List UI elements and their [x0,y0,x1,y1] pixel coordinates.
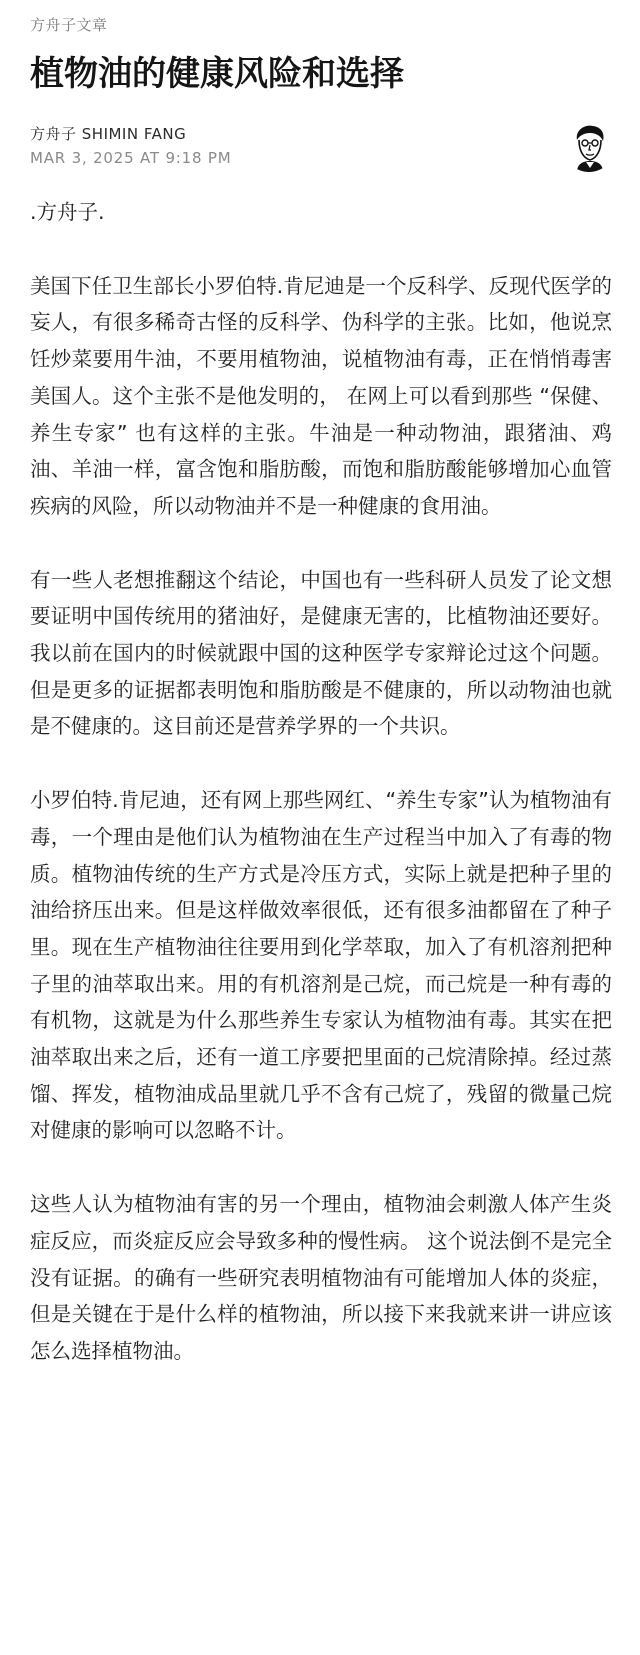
body-paragraph: 小罗伯特.肯尼迪，还有网上那些网红、“养生专家”认为植物油有毒，一个理由是他们认为植物油在生产过程当中加入了有毒的物质。植物油传统的生产方式是冷压方式，实际上就是把种子里的油给挤压出来。但是这样做效率很低，还有很多油都留在了种子里。现在生产植物油往往要用到化学萃取，加入了有机溶剂把种子里的油萃取出来。用的有机溶剂是己烷，而己烷是一种有毒的有机物，这就是为什么那些养生专家认为植物油有毒。其实在把油萃取出来之后，还有一道工序要把里面的己烷清除掉。经过蒸馏、挥发，植物油成品里就几乎不含有己烷了，残留的微量己烷对健康的影响可以忽略不计。 [30,788,612,1143]
author-avatar[interactable] [563,120,615,172]
article-body [30,194,612,1407]
article-title: 植物油的健康风险和选择 [30,54,404,94]
author-name[interactable]: 方舟子 SHIMIN FANG [30,125,187,143]
publication-name[interactable]: 方舟子文章 [30,16,108,34]
author-portrait-icon [563,120,615,172]
signature: .方舟子. [30,200,105,224]
body-paragraph: 有一些人老想推翻这个结论，中国也有一些科研人员发了论文想要证明中国传统用的猪油好，是健康无害的，比植物油还要好。我以前在国内的时候就跟中国的这种医学专家辩论过这个问题。但是更多的证据都表明饱和脂肪酸是不健康的，所以动物油也就是不健康的。这目前还是营养学界的一个共识。 [30,567,612,739]
body-paragraph: 这些人认为植物油有害的另一个理由，植物油会刺激人体产生炎症反应，而炎症反应会导致多种的慢性病。 这个说法倒不是完全没有证据。的确有一些研究表明植物油有可能增加人体的炎症，但是关键在于是什么样的植物油，所以接下来我就来讲一讲应该怎么选择植物油。 [30,1192,612,1363]
byline [30,124,231,168]
body-paragraph: 美国下任卫生部长小罗伯特.肯尼迪是一个反科学、反现代医学的妄人，有很多稀奇古怪的反科学、伪科学的主张。比如，他说烹饪炒菜要用牛油，不要用植物油，说植物油有毒，正在悄悄毒害美国人。这个主张不是他发明的， 在网上可以看到那些 “保健、养生专家” 也有这样的主张。牛油是一种动物油，跟猪油、鸡油、羊油一样，富含饱和脂肪酸，而饱和脂肪酸能够增加心血管疾病的风险，所以动物油并不是一种健康的食用油。 [30,273,612,518]
publish-date: MAR 3, 2025 AT 9:18 PM [30,149,232,167]
